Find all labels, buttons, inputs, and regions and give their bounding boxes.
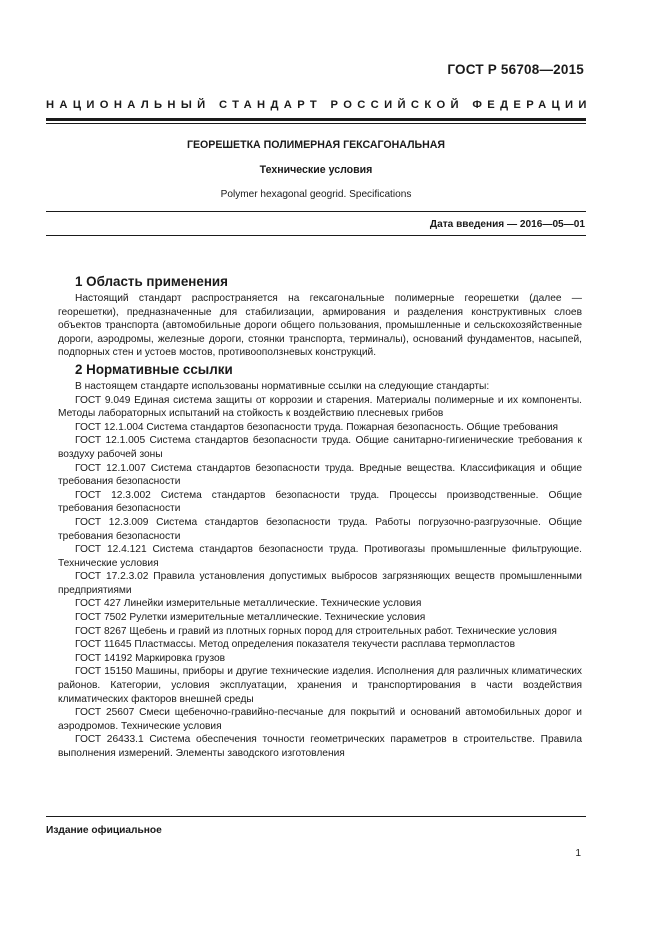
reference-item: ГОСТ 12.1.004 Система стандартов безопасности труда. Пожарная безопасность. Общие требования xyxy=(75,421,559,433)
edition-label: Издание официальное xyxy=(46,825,162,836)
reference-item: ГОСТ 8267 Щебень и гравий из плотных горных пород для строительных работ. Технические условия xyxy=(75,625,557,637)
references-intro: В настоящем стандарте использованы нормативные ссылки на следующие стандарты: xyxy=(75,380,490,392)
date-rule xyxy=(46,235,586,236)
reference-item: ГОСТ 12.1.007 Система стандартов безопасности труда. Вредные вещества. Классификация и общие требования безопасности xyxy=(58,462,582,488)
reference-item: ГОСТ 14192 Маркировка грузов xyxy=(75,652,226,664)
document-title: ГЕОРЕШЕТКА ПОЛИМЕРНАЯ ГЕКСАГОНАЛЬНАЯ xyxy=(186,139,446,151)
reference-item: ГОСТ 11645 Пластмассы. Метод определения показателя текучести расплава термопластов xyxy=(75,639,515,651)
header-rule-thick xyxy=(46,118,586,121)
reference-item: ГОСТ 15150 Машины, приборы и другие технические изделия. Исполнения для различных климатических районов. Категории, условия эксплуатации, хранения и транспортирования в части воздействия климатических факторов внешней среды xyxy=(58,666,582,705)
reference-item: ГОСТ 12.3.002 Система стандартов безопасности труда. Процессы производственные. Общие требования безопасности xyxy=(58,489,582,515)
header-rule-thin xyxy=(46,123,586,124)
national-standard-banner: НАЦИОНАЛЬНЫЙ СТАНДАРТ РОССИЙСКОЙ ФЕДЕРАЦИИ xyxy=(46,99,592,111)
page-number: 1 xyxy=(575,848,581,859)
document-code: ГОСТ Р 56708—2015 xyxy=(447,62,584,77)
reference-item: ГОСТ 12.4.121 Система стандартов безопасности труда. Противогазы промышленные фильтрующие. Технические условия xyxy=(58,544,582,569)
references-list xyxy=(58,380,582,761)
document-subtitle: Технические условия xyxy=(259,164,373,176)
section-heading-scope: 1 Область применения xyxy=(75,274,228,289)
reference-item: ГОСТ 26433.1 Система обеспечения точности геометрических параметров в строительстве. Правила выполнения измерений. Элементы заводского изготовления xyxy=(58,734,582,759)
title-rule xyxy=(46,211,586,212)
document-title-english: Polymer hexagonal geogrid. Specifications xyxy=(220,189,412,200)
section-heading-references: 2 Нормативные ссылки xyxy=(75,361,233,377)
reference-item: ГОСТ 17.2.3.02 Правила установления допустимых выбросов загрязняющих веществ промышленными предприятиями xyxy=(58,571,582,596)
reference-item: ГОСТ 9.049 Единая система защиты от коррозии и старения. Материалы полимерные и их компоненты. Методы лабораторных испытаний на стойкость к воздействию плесневых грибов xyxy=(58,394,582,420)
reference-item: ГОСТ 427 Линейки измерительные металлические. Технические условия xyxy=(75,598,422,610)
reference-item: ГОСТ 25607 Смеси щебеночно-гравийно-песчаные для покрытий и оснований автомобильных дорог и аэродромов. Технические условия xyxy=(58,707,582,732)
scope-paragraph: Настоящий стандарт распространяется на гексагональные полимерные георешетки (далее — георешетки), предназначенные для стабилизации, армирования и разделения конструктивных слоев объектов транспорта (автомобильные дороги общего пользования, промышленные и сельскохозяйственные дороги, аэродромы, железные дороги, стоянки транспорта, терминалы), оснований фундаментов, насыпей, подпорных стен и устоев мостов, противооползневых конструкций. xyxy=(58,293,582,359)
footer-rule xyxy=(46,816,586,817)
reference-item: ГОСТ 12.1.005 Система стандартов безопасности труда. Общие санитарно-гигиенические требования к воздуху рабочей зоны xyxy=(58,435,582,460)
reference-item: ГОСТ 12.3.009 Система стандартов безопасности труда. Работы погрузочно-разгрузочные. Общие требования безопасности xyxy=(58,516,582,542)
document-body xyxy=(58,272,582,761)
introduction-date: Дата введения — 2016—05—01 xyxy=(429,219,585,230)
reference-item: ГОСТ 7502 Рулетки измерительные металлические. Технические условия xyxy=(75,612,426,624)
